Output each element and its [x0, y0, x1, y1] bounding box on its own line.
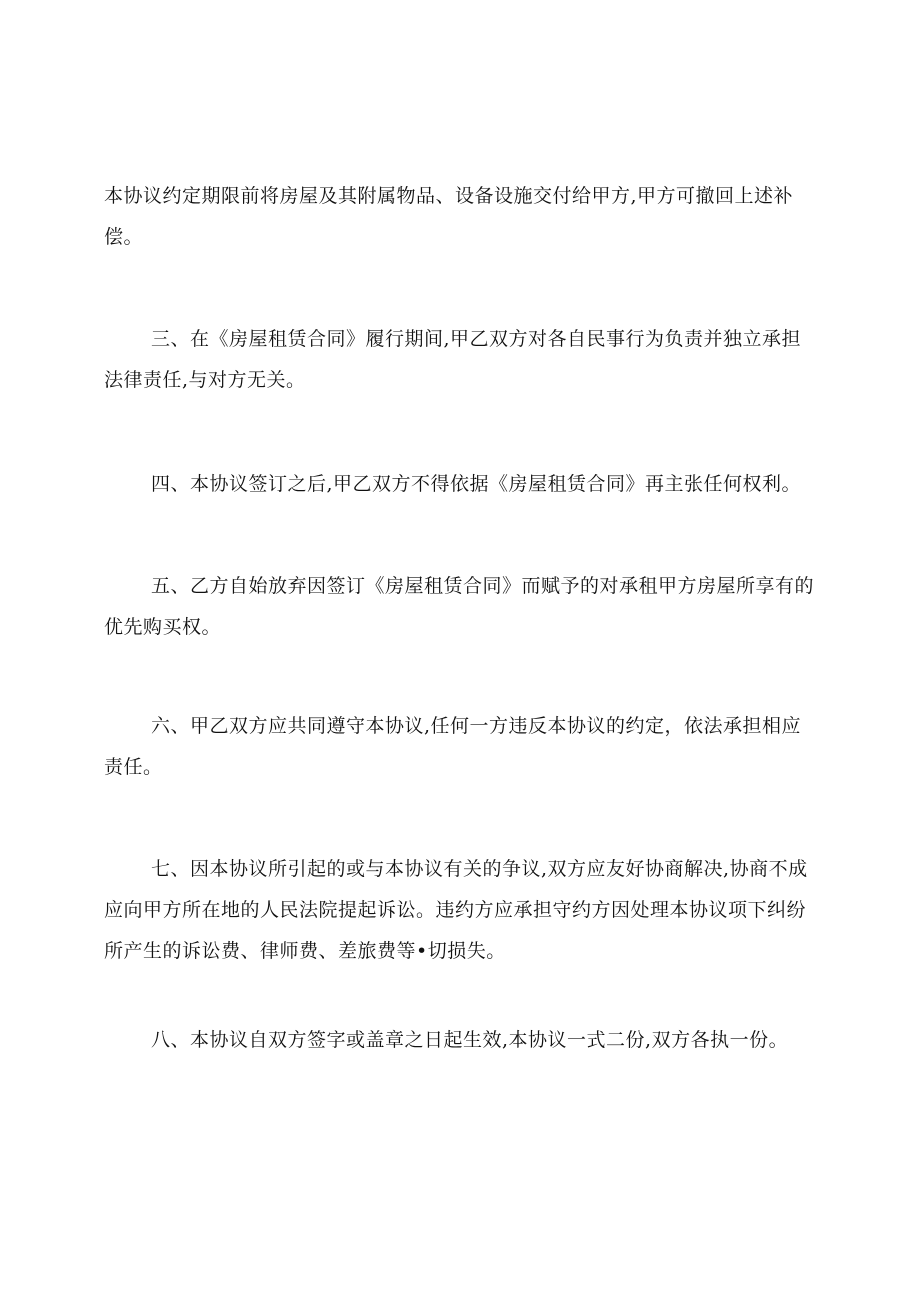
paragraph-clause-6: 六、甲乙双方应共同遵守本协议,任何一方违反本协议的约定，依法承担相应责任。	[104, 715, 802, 778]
paragraph-continuation: 本协议约定期限前将房屋及其附属物品、设备设施交付给甲方,甲方可撤回上述补偿。	[104, 185, 794, 248]
paragraph-clause-5: 五、乙方自始放弃因签订《房屋租赁合同》而赋予的对承租甲方房屋所享有的优先购买权。	[104, 575, 815, 638]
paragraph-clause-8: 八、本协议自双方签字或盖章之日起生效,本协议一式二份,双方各执一份。	[151, 1029, 789, 1051]
paragraph-clause-3: 三、在《房屋租赁合同》履行期间,甲乙双方对各自民事行为负责并独立承担法律责任,与对方无关。	[104, 328, 802, 391]
paragraph-clause-7: 七、因本协议所引起的或与本协议有关的争议,双方应友好协商解决,协商不成应向甲方所在地的人民法院提起诉讼。违约方应承担守约方因处理本协议项下纠纷所产生的诉讼费、律师费、差旅费等•切损失。	[104, 858, 808, 962]
paragraph-clause-4: 四、本协议签订之后,甲乙双方不得依据《房屋租赁合同》再主张任何权利。	[151, 473, 802, 495]
